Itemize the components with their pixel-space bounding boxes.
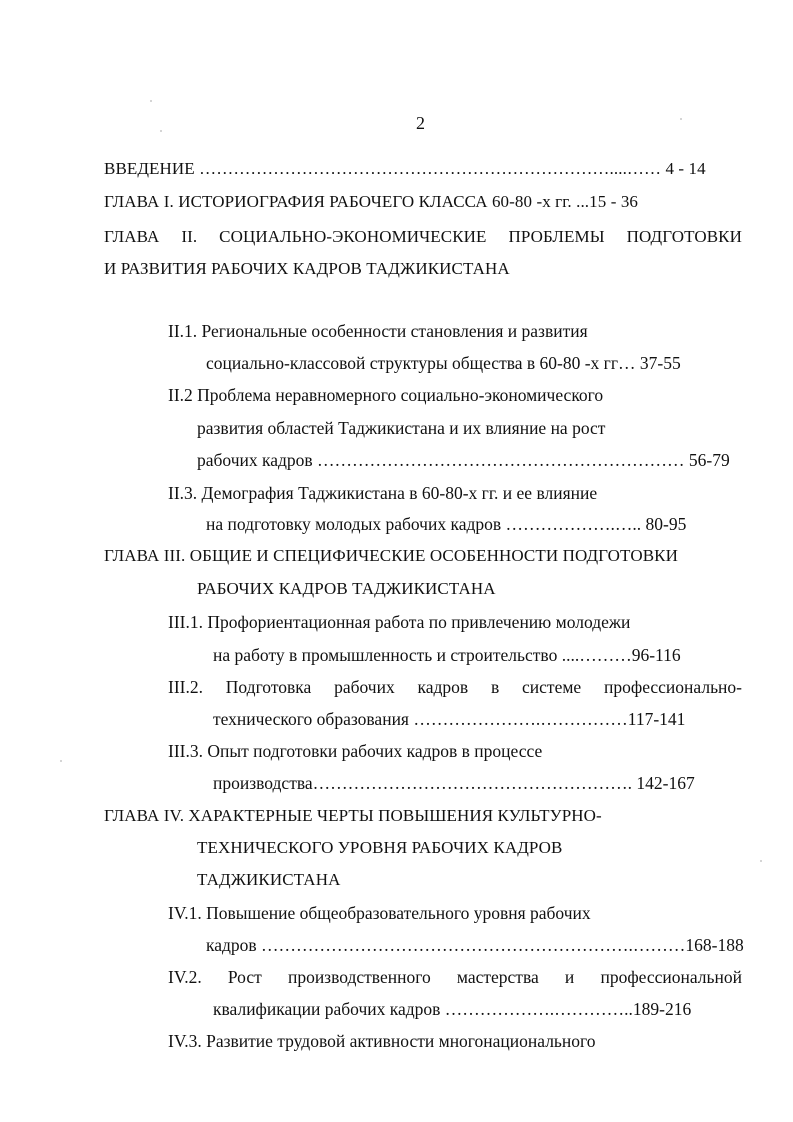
toc-entry-section-4-2-line-2: квалификации рабочих кадров ……………….…………..189-216 — [213, 999, 692, 1019]
toc-entry-section-2-3-line-2: на подготовку молодых рабочих кадров ……………….….. 80-95 — [206, 514, 687, 534]
toc-entry-chapter-3-line-1: ГЛАВА III. ОБЩИЕ И СПЕЦИФИЧЕСКИЕ ОСОБЕННОСТИ ПОДГОТОВКИ — [104, 546, 678, 565]
toc-entry-chapter-4-line-1: ГЛАВА IV. ХАРАКТЕРНЫЕ ЧЕРТЫ ПОВЫШЕНИЯ КУЛЬТУРНО- — [104, 806, 602, 825]
toc-entry-section-4-2-line-1: IV.2. Рост производственного мастерства и профессиональной — [168, 967, 742, 987]
toc-entry-section-2-2-line-1: II.2 Проблема неравномерного социально-экономического — [168, 385, 604, 405]
scan-speck — [680, 118, 682, 120]
toc-entry-section-2-2-line-3: рабочих кадров ……………………………………………………… 56-79 — [197, 450, 730, 470]
toc-entry-introduction: ВВЕДЕНИЕ ………………………………………………………………....…… 4 - 14 — [104, 159, 706, 178]
toc-entry-section-2-1-line-2: социально-классовой структуры общества в 60-80 -х гг… 37-55 — [206, 353, 681, 373]
toc-entry-section-2-2-line-2: развития областей Таджикистана и их влияние на рост — [197, 418, 606, 438]
toc-entry-chapter-2-line-2: И РАЗВИТИЯ РАБОЧИХ КАДРОВ ТАДЖИКИСТАНА — [104, 259, 510, 278]
toc-entry-chapter-1: ГЛАВА I. ИСТОРИОГРАФИЯ РАБОЧЕГО КЛАССА 60-80 -х гг. ...15 - 36 — [104, 192, 639, 211]
scan-speck — [160, 130, 162, 132]
scan-speck — [60, 760, 62, 762]
toc-entry-section-3-2-line-2: технического образования ………………….……………117-141 — [213, 709, 686, 729]
toc-entry-section-3-1-line-2: на работу в промышленность и строительство ....………96-116 — [213, 645, 681, 665]
toc-entry-section-3-3-line-2: производства………………………………………………. 142-167 — [213, 773, 695, 793]
toc-entry-section-2-3-line-1: II.3. Демография Таджикистана в 60-80-х гг. и ее влияние — [168, 483, 598, 503]
page-number: 2 — [416, 113, 425, 133]
toc-entry-chapter-3-line-2: РАБОЧИХ КАДРОВ ТАДЖИКИСТАНА — [197, 579, 496, 598]
toc-entry-chapter-4-line-3: ТАДЖИКИСТАНА — [197, 870, 341, 889]
scan-speck — [760, 860, 762, 862]
toc-entry-section-2-1-line-1: II.1. Региональные особенности становления и развития — [168, 321, 588, 341]
toc-entry-chapter-2-line-1: ГЛАВА II. СОЦИАЛЬНО-ЭКОНОМИЧЕСКИЕ ПРОБЛЕМЫ ПОДГОТОВКИ — [104, 227, 742, 246]
toc-entry-section-3-2-line-1: III.2. Подготовка рабочих кадров в системе профессионально- — [168, 677, 742, 697]
scan-speck — [150, 100, 152, 102]
toc-entry-section-4-1-line-2: кадров ……………………………………………………….………168-188 — [206, 935, 744, 955]
toc-entry-section-4-3-line-1: IV.3. Развитие трудовой активности многонационального — [168, 1031, 596, 1051]
toc-entry-section-4-1-line-1: IV.1. Повышение общеобразовательного уровня рабочих — [168, 903, 591, 923]
toc-entry-section-3-1-line-1: III.1. Профориентационная работа по привлечению молодежи — [168, 612, 631, 632]
toc-entry-chapter-4-line-2: ТЕХНИЧЕСКОГО УРОВНЯ РАБОЧИХ КАДРОВ — [197, 838, 563, 857]
toc-entry-section-3-3-line-1: III.3. Опыт подготовки рабочих кадров в процессе — [168, 741, 543, 761]
